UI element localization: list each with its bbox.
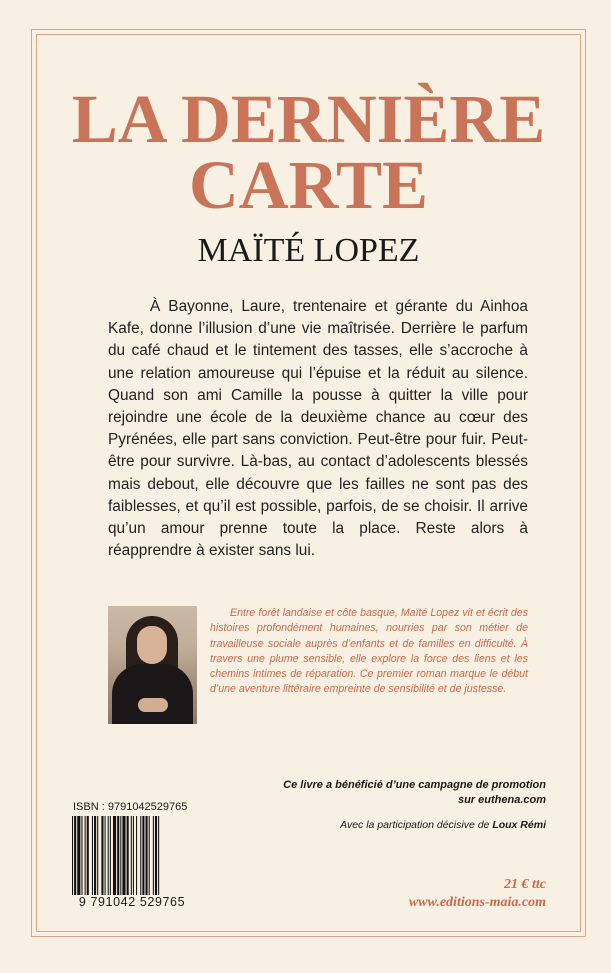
photo-body	[112, 664, 193, 724]
promo-line1: Ce livre a bénéficié d’une campagne de promotion	[283, 779, 546, 791]
isbn-label: ISBN : 9791042529765	[73, 801, 188, 813]
barcode-digits: 9 791042 529765	[70, 895, 194, 909]
book-title-line2: CARTE	[188, 147, 429, 223]
participation-note	[246, 818, 546, 833]
price-label: 21 € ttc	[504, 877, 546, 892]
author-photo	[108, 606, 197, 724]
photo-hands	[138, 698, 168, 712]
photo-face	[137, 626, 167, 664]
participation-name: Loux Rémi	[492, 819, 546, 831]
author-bio: Entre forêt landaise et côte basque, Maïté Lopez vit et écrit des histoires profondément humaines, nourries par son métier de travailleuse sociale auprès d’enfants et de familles en difficulté. À travers une plume sensible, elle explore la force des liens et les chemins intimes de réparation. Ce premier roman marque le début d’une aventure littéraire empreinte de sensibilité et de justesse.	[210, 607, 528, 696]
author-name: MAÏTÉ LOPEZ	[197, 232, 420, 269]
book-title-line1: LA DERNIÈRE	[71, 81, 546, 157]
participation-prefix: Avec la participation décisive de	[340, 819, 493, 831]
promo-note	[246, 778, 546, 808]
publisher-website: www.editions-maia.com	[408, 895, 546, 910]
synopsis-text: À Bayonne, Laure, trentenaire et gérante du Ainhoa Kafe, donne l’illusion d’une vie maîtrisée. Derrière le parfum du café chaud et le tintement des tasses, elle s’accroche à une relation amoureuse qui l’épuise et la réduit au silence. Quand son ami Camille la pousse à quitter la ville pour rejoindre une école de la deuxième chance au cœur des Pyrénées, elle part sans conviction. Peut-être pour fuir. Peut-être pour survivre. Là-bas, au contact d’adolescents blessés mais debout, elle découvre que les failles ne sont pas des faiblesses, et qu’il est possible, parfois, de se choisir. Il arrive qu’un amour prenne toute la place. Reste alors à réapprendre à exister sans lui.	[108, 298, 528, 560]
promo-line2: sur euthena.com	[457, 794, 546, 806]
